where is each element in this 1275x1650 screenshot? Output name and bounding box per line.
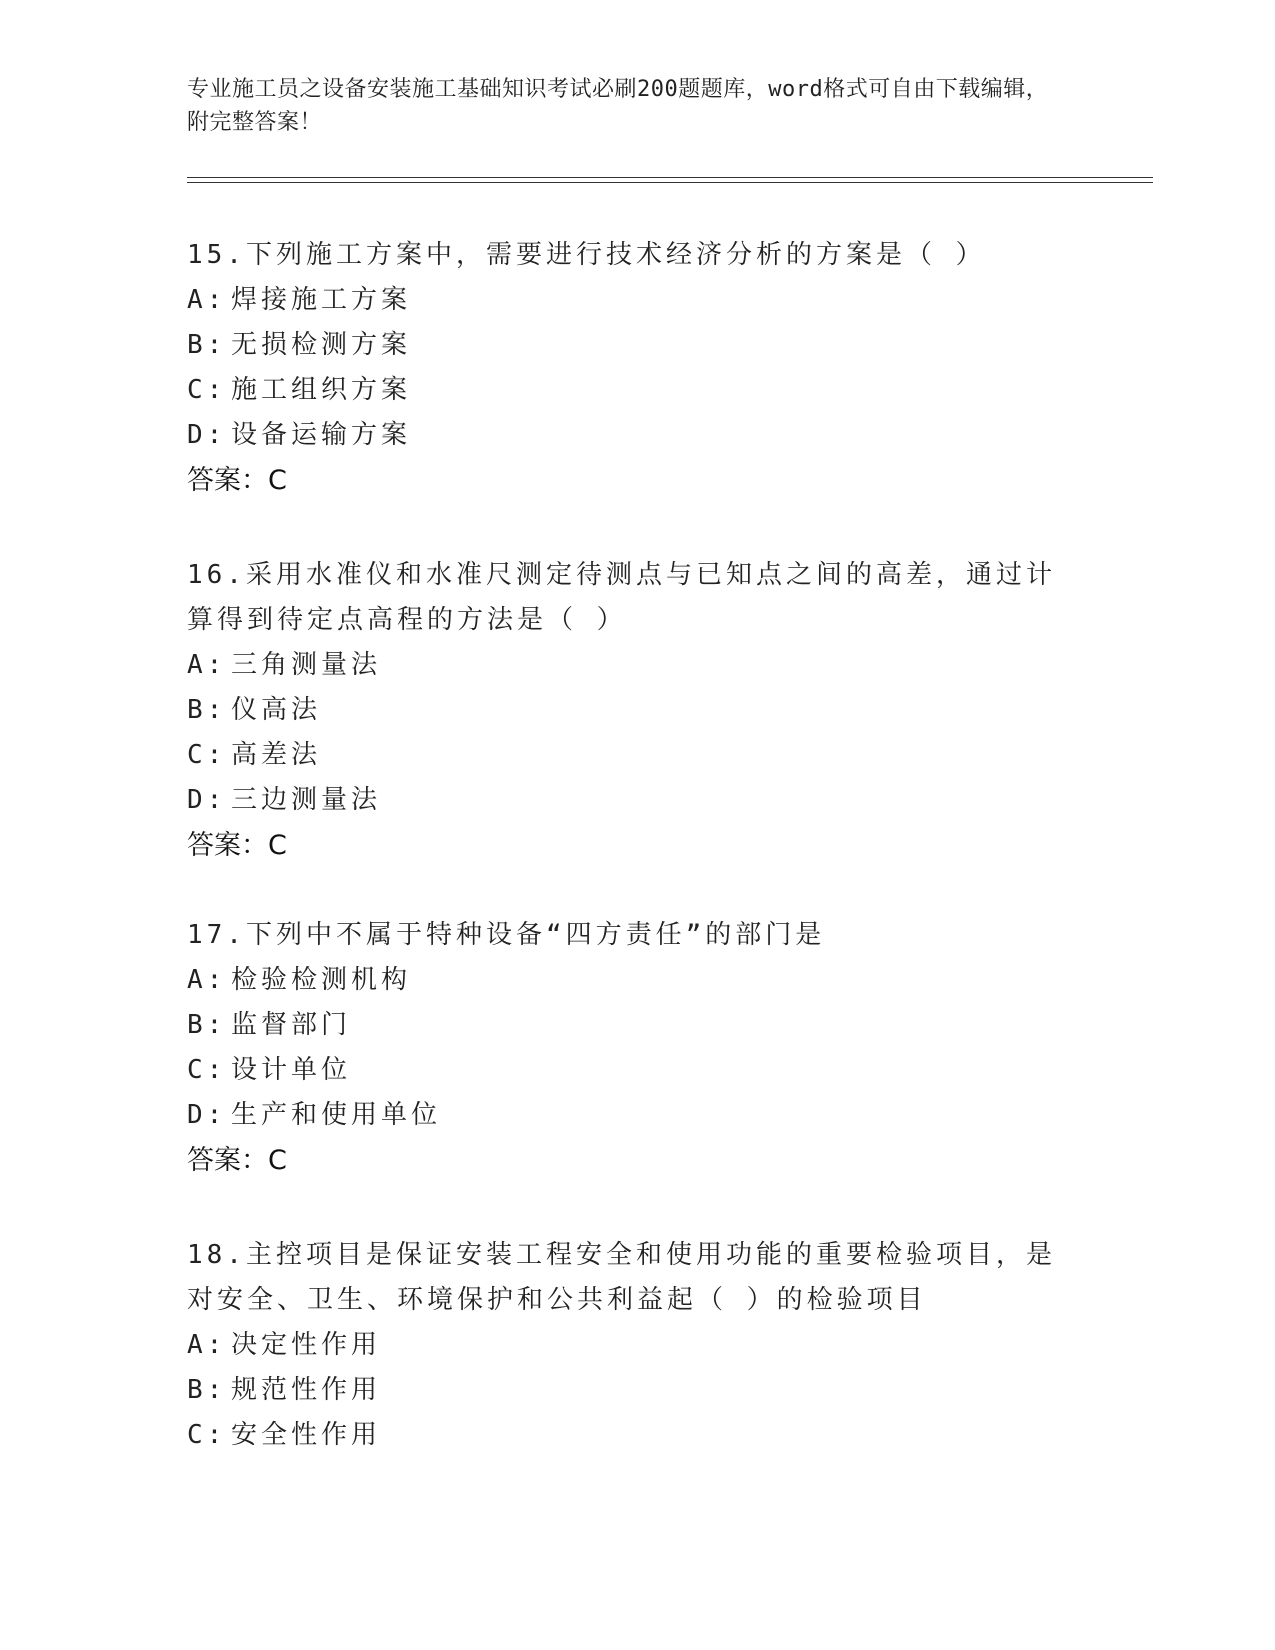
option-text: 三边测量法 <box>231 785 382 815</box>
option-c <box>187 1413 1077 1458</box>
option-key: A: <box>187 1330 227 1360</box>
option-a <box>187 958 1077 1003</box>
option-b <box>187 688 1077 733</box>
option-a <box>187 1323 1077 1368</box>
question-18 <box>187 1233 1077 1458</box>
option-key: D: <box>187 420 227 450</box>
header-divider-top <box>187 177 1153 178</box>
option-key: C: <box>187 740 227 770</box>
option-text: 施工组织方案 <box>231 375 412 405</box>
option-text: 焊接施工方案 <box>231 285 412 315</box>
option-a <box>187 643 1077 688</box>
option-text: 三角测量法 <box>231 650 382 680</box>
option-text: 安全性作用 <box>231 1420 382 1450</box>
option-b <box>187 1003 1077 1048</box>
option-text: 监督部门 <box>231 1010 352 1040</box>
option-key: B: <box>187 695 227 725</box>
option-text: 生产和使用单位 <box>231 1100 442 1130</box>
option-key: B: <box>187 1375 227 1405</box>
document-header: 专业施工员之设备安装施工基础知识考试必刷200题题库，word格式可自由下载编辑，附完整答案！ <box>187 77 1049 135</box>
option-d <box>187 1093 1077 1138</box>
question-stem: 15.下列施工方案中，需要进行技术经济分析的方案是（ ） <box>187 240 986 270</box>
option-text: 仪高法 <box>231 695 322 725</box>
option-key: D: <box>187 785 227 815</box>
question-stem: 18.主控项目是保证安装工程安全和使用功能的重要检验项目，是对安全、卫生、环境保护和公共利益起（ ）的检验项目 <box>187 1240 1056 1315</box>
option-key: C: <box>187 1055 227 1085</box>
option-key: D: <box>187 1100 227 1130</box>
option-text: 决定性作用 <box>231 1330 382 1360</box>
option-key: A: <box>187 965 227 995</box>
option-key: C: <box>187 1420 227 1450</box>
option-text: 检验检测机构 <box>231 965 412 995</box>
option-text: 设计单位 <box>231 1055 352 1085</box>
option-key: B: <box>187 1010 227 1040</box>
option-text: 规范性作用 <box>231 1375 382 1405</box>
question-15 <box>187 233 1077 503</box>
question-stem: 17.下列中不属于特种设备“四方责任”的部门是 <box>187 920 826 950</box>
header-divider-bottom <box>187 182 1153 183</box>
option-key: A: <box>187 285 227 315</box>
option-c <box>187 368 1077 413</box>
option-d <box>187 413 1077 458</box>
answer-line: 答案：C <box>187 1145 287 1176</box>
option-key: C: <box>187 375 227 405</box>
option-text: 无损检测方案 <box>231 330 412 360</box>
question-16 <box>187 553 1077 868</box>
option-text: 高差法 <box>231 740 322 770</box>
question-17 <box>187 913 1077 1183</box>
option-text: 设备运输方案 <box>231 420 412 450</box>
option-a <box>187 278 1077 323</box>
option-b <box>187 1368 1077 1413</box>
option-key: B: <box>187 330 227 360</box>
question-stem: 16.采用水准仪和水准尺测定待测点与已知点之间的高差，通过计算得到待定点高程的方法是（ ） <box>187 560 1056 635</box>
option-b <box>187 323 1077 368</box>
answer-line: 答案：C <box>187 830 287 861</box>
option-c <box>187 733 1077 778</box>
option-key: A: <box>187 650 227 680</box>
option-c <box>187 1048 1077 1093</box>
option-d <box>187 778 1077 823</box>
answer-line: 答案：C <box>187 465 287 496</box>
